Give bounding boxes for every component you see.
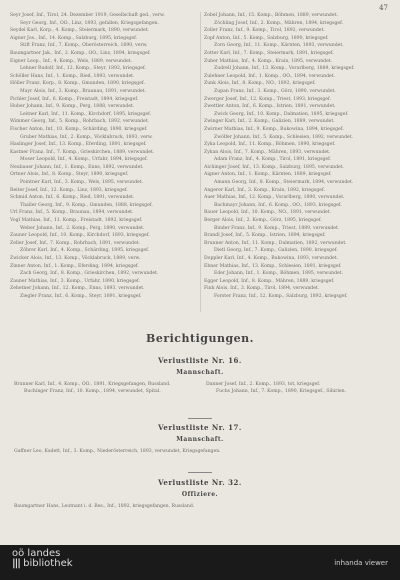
table-row: Zobel Johann, Inf., 15. Komp., Böhmen, 1889, verwundet. (204, 13, 338, 18)
table-row: Zwicker Alois, Inf., 13. Komp., Vöcklabruck, 1889, verw. (10, 256, 141, 261)
table-row: Zuber Mathias, Inf., 4. Komp., Krain, 1895, verwundet. (204, 58, 333, 64)
table-row: Zwick Georg, Inf., 10. Komp., Dalmatien, 1895, kriegsgef. (214, 111, 349, 117)
table-row: Ebner Mathias, Inf., 13. Komp., Schlesien, 1891, kriegsgef. (204, 263, 342, 269)
section-16-left (14, 381, 194, 395)
table-row: Gruber Mathias, Inf., 2. Komp., Vöcklabruck, 1893, verw. (20, 134, 153, 140)
table-row: Brunner Anton, Inf., 11. Komp., Dalmatien, 1892, verwundet. (204, 240, 347, 246)
table-row: Wimmer Georg, Inf., 5. Komp., Rohrbach, 1892, verwundet. (10, 119, 150, 125)
viewer-label[interactable]: inhanda viewer (334, 559, 388, 567)
separator-rule (188, 472, 212, 473)
table-row: Adam Franz, Inf., 4. Komp., Tirol, 1891, kriegsgef. (214, 157, 332, 163)
list-item: Danner Josef, Inf., 2. Komp., 1893, tot, kriegsgef. (206, 382, 321, 387)
table-row: Brandl Josef, Inf., 5. Komp., Istrien, 1894, kriegsgef. (204, 233, 326, 239)
table-row: Lehner Rudolf, Inf., 12. Komp., Steyr, 1892, kriegsgef. (20, 66, 146, 72)
rank-title-17: Mannschaft. (176, 436, 224, 443)
table-row: Zöchling Josef, Inf., 2. Komp., Mähren, 1894, kriegsgef. (214, 20, 344, 26)
table-row: Zunk Alois, Inf., 8. Komp., NÖ., 1892, kriegsgef. (204, 81, 316, 87)
logo-line-2-text: bibliothek (23, 558, 73, 569)
column-divider (200, 12, 201, 312)
section-32-entries (14, 503, 386, 510)
table-row: Fink Alois, Inf., 3. Komp., Tirol, 1894, verwundet. (204, 286, 320, 292)
viewer-footer (0, 545, 400, 580)
list-item: Brunner Karl, Inf., 4. Komp., OÖ., 1891, Kriegsgefangen, Russland. (14, 382, 171, 387)
table-row: Seydel Karl, Korp., 4. Komp., Steiermark, 1890, verwundet. (10, 28, 150, 34)
table-row: Zwinger Karl, Inf., 2. Komp., Galizien, 1889, verwundet. (204, 119, 335, 125)
section-16-right (206, 381, 386, 395)
table-row: Zauner Leopold, Inf., 10. Komp., Kirchdorf, 1893, kriegsgef. (10, 233, 150, 239)
table-row: Schöller Hans, Inf., 1. Komp., Ried, 1893, verwundet. (10, 73, 135, 79)
table-row: Zwirner Mathias, Inf., 9. Komp., Bukowina, 1894, kriegsgef. (204, 126, 344, 132)
table-row: Binder Franz, Inf., 9. Komp., Triest, 1889, verwundet. (214, 225, 340, 231)
list-item: Buchinger Franz, Inf., 10. Komp., 1894, verwundet, Spital. (24, 389, 161, 394)
table-row: Thaller Georg, Inf., 9. Komp., Gmunden, 1888, kriegsgef. (20, 202, 153, 208)
separator-rule (188, 418, 212, 419)
table-row: Zotter Karl, Inf., 7. Komp., Steiermark, 1891, kriegsgef. (204, 50, 334, 56)
table-row: Kastner Franz, Inf., 7. Komp., Grieskirchen, 1889, verwundet. (10, 149, 155, 155)
table-row: Aigner Anton, Inf., 1. Komp., Kärnten, 1889, kriegsgef. (204, 172, 332, 178)
list-item: Gaffner Leo, Kadett, Inf., 3. Komp., Niederösterreich, 1893, verwundet, Kriegsgefangen. (14, 449, 221, 454)
list-title-17: Verlustliste Nr. 17. (158, 423, 242, 432)
list-title-16: Verlustliste Nr. 16. (158, 356, 242, 365)
table-row: Zöhrer Karl, Inf., 4. Komp., Schärding, 1895, kriegsgef. (20, 248, 150, 254)
table-row: Pichler Josef, Inf., 6. Komp., Freistadt, 1894, kriegsgef. (10, 96, 139, 102)
page-number: 47 (379, 4, 388, 12)
logo-line-1: oö landes (12, 548, 61, 559)
table-row: Zulehner Leopold, Inf., 1. Komp., OÖ., 1894, verwundet. (204, 73, 336, 79)
section-17-entries (14, 448, 386, 455)
table-row: Seyr Georg, Inf., OÖ., Linz, 1893, gefallen, Kriegsgefangen. (20, 20, 159, 26)
list-title-32: Verlustliste Nr. 32. (158, 478, 242, 487)
section-16-entries (14, 381, 386, 395)
table-row: Eder Johann, Inf., 1. Komp., Böhmen, 1895, verwundet. (214, 271, 344, 277)
table-row: Berger Alois, Inf., 2. Komp., Görz, 1895, kriegsgef. (204, 218, 322, 224)
logo-line-2 (12, 559, 73, 569)
table-row: Dietl Georg, Inf., 7. Komp., Galizien, 1890, kriegsgef. (214, 248, 338, 254)
table-row: Neubauer Johann, Inf., 1. Komp., Enns, 1892, verwundet. (10, 164, 144, 170)
table-row: Egger Leopold, Inf., 8. Komp., Mähren, 1889, kriegsgef. (204, 278, 335, 284)
table-row: Schmid Anton, Inf., 6. Komp., Ried, 1891, verwundet. (10, 195, 135, 201)
table-row: Zykan Alois, Inf., 7. Komp., Mähren, 1893, verwundet. (204, 149, 331, 155)
table-row: Zeller Josef, Inf., 7. Komp., Rohrbach, 1891, verwundet. (10, 240, 141, 246)
table-row: Reiter Josef, Inf., 12. Komp., Linz, 1893, kriegsgef. (10, 187, 128, 193)
table-row: Huber Johann, Inf., 9. Komp., Perg, 1888, verwundet. (10, 104, 135, 110)
table-row: Zopf Anton, Inf., 5. Komp., Salzburg, 1890, kriegsgef. (204, 35, 329, 41)
table-row: Aigner Jos., Inf., 14. Komp., Salzburg, 1895, kriegsgef. (10, 35, 138, 41)
casualty-columns (10, 12, 390, 312)
logo-bars-icon: ||| (12, 558, 20, 569)
table-row: Aichinger Josef, Inf., 13. Komp., Salzburg, 1895, verwundet. (204, 164, 345, 170)
left-column (10, 12, 196, 312)
table-row: Zehetner Johann, Inf., 12. Komp., Enns, 1893, verwundet. (10, 286, 145, 292)
table-row: Weber Johann, Inf., 2. Komp., Perg, 1890, verwundet. (20, 225, 145, 231)
table-row: Zach Georg, Inf., 8. Komp., Grieskirchen, 1892, verwundet. (20, 271, 159, 277)
table-row: Eigner Leop., Inf., 4. Komp., Wels, 1889, verwundet. (10, 58, 132, 64)
table-row: Zwerger Josef, Inf., 12. Komp., Triest, 1893, kriegsgef. (204, 96, 332, 102)
table-row: Leitner Karl, Inf., 11. Komp., Kirchdorf, 1895, kriegsgef. (20, 111, 152, 117)
table-row: Url Franz, Inf., 5. Komp., Braunau, 1894, verwundet. (10, 210, 134, 216)
library-logo[interactable] (12, 549, 73, 569)
table-row: Bachmayr Johann, Inf., 6. Komp., OÖ., 1893, kriegsgef. (214, 202, 342, 208)
table-row: Zinner Anton, Inf., 1. Komp., Eferding, 1894, kriegsgef. (10, 263, 139, 269)
table-row: Zwettler Anton, Inf., 6. Komp., Istrien, 1891, verwundet. (204, 104, 336, 110)
table-row: Haslinger Josef, Inf., 13. Komp., Eferding, 1891, kriegsgef. (10, 142, 147, 148)
table-row: Zyka Leopold, Inf., 11. Komp., Böhmen, 1890, kriegsgef. (204, 142, 336, 148)
table-row: Mayr Alois, Inf., 3. Komp., Braunau, 1891, verwundet. (20, 88, 147, 94)
table-row: Auer Mathias, Inf., 12. Komp., Vorarlberg, 1890, verwundet. (204, 195, 345, 201)
table-row: Bauer Leopold, Inf., 10. Komp., NÖ., 1891, verwundet. (204, 210, 332, 216)
table-row: Moser Leopold, Inf., 4. Komp., Urfahr, 1894, kriegsgef. (20, 157, 148, 163)
list-item: Fuchs Johann, Inf., 7. Komp., 1890, Kriegsgef., Sibirien. (216, 389, 347, 394)
table-row: Zwölfer Johann, Inf., 5. Komp., Schlesien, 1892, verwundet. (214, 134, 354, 140)
table-row: Angerer Karl, Inf., 3. Komp., Krain, 1892, kriegsgef. (204, 187, 325, 193)
section-32-body (14, 503, 386, 510)
corrections-title: Berichtigungen. (146, 332, 254, 345)
table-row: Baumgartner Jak., Inf., 2. Komp., OÖ., Linz, 1894, kriegsgef. (10, 50, 151, 56)
table-row: Stift Franz, Inf., 7. Komp., Oberösterreich, 1890, verw. (20, 43, 148, 49)
section-17-body (14, 448, 386, 455)
rank-title-32: Offiziere. (181, 491, 219, 498)
table-row: Forster Franz, Inf., 12. Komp., Salzburg, 1892, kriegsgef. (214, 293, 348, 299)
table-row: Zupan Franz, Inf., 3. Komp., Görz, 1890, verwundet. (214, 88, 336, 94)
right-column (204, 12, 390, 312)
table-row: Pointner Karl, Inf., 3. Komp., Wels, 1895, verwundet. (20, 180, 144, 186)
table-row: Fischer Anton, Inf., 10. Komp., Schärding, 1890, kriegsgef. (10, 126, 148, 132)
list-item: Baumgartner Hans, Leutnant i. d. Res., Inf., 1892, kriegsgefangen, Russland. (14, 504, 195, 509)
table-row: Zorn Georg, Inf., 11. Komp., Kärnten, 1893, verwundet. (214, 43, 344, 49)
table-row: Höller Franz, Korp., 8. Komp., Gmunden, 1890, kriegsgef. (10, 81, 145, 87)
table-row: Ortner Alois, Inf., 8. Komp., Steyr, 1890, kriegsgef. (10, 172, 129, 178)
table-row: Vogl Mathias, Inf., 11. Komp., Freistadt, 1892, kriegsgef. (10, 218, 143, 224)
table-row: Ziegler Franz, Inf., 6. Komp., Steyr, 1891, kriegsgef. (20, 293, 142, 299)
table-row: Seyr Josef, Inf., Tirol, 24. Dezember 1919, Gesellschaft ged., verw. (10, 13, 165, 18)
rank-title-16: Mannschaft. (176, 369, 224, 376)
table-row: Doppler Karl, Inf., 4. Komp., Bukowina, 1893, verwundet. (204, 256, 339, 261)
table-row: Zoller Franz, Inf., 9. Komp., Tirol, 1892, verwundet. (204, 28, 325, 34)
table-row: Zudrell Johann, Inf., 13. Komp., Vorarlberg, 1889, kriegsgef. (214, 66, 355, 72)
table-row: Amann Georg, Inf., 8. Komp., Steiermark, 1894, verwundet. (214, 180, 354, 186)
table-row: Zauner Mathias, Inf., 3. Komp., Urfahr, 1890, kriegsgef. (10, 278, 141, 284)
